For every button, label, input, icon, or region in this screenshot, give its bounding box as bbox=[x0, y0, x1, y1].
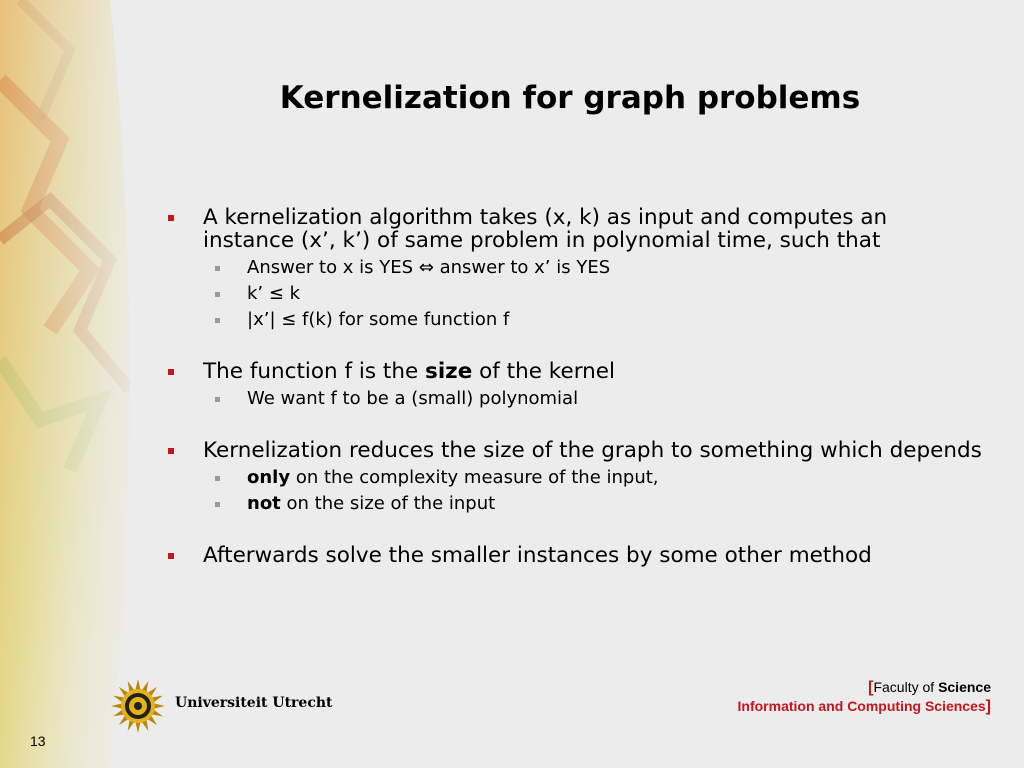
bullet-item bbox=[165, 544, 985, 567]
bullet-text: A kernelization algorithm takes (x, k) as input and computes an instance (x’, k’) of same problem in polynomial time, such that bbox=[203, 205, 888, 253]
sub-bullet-text-bold: only bbox=[247, 467, 291, 488]
department-line bbox=[738, 697, 991, 716]
square-bullet-icon bbox=[215, 266, 220, 271]
square-bullet-icon bbox=[168, 215, 174, 221]
bullet-text-bold: size bbox=[425, 359, 473, 384]
university-seal-icon bbox=[110, 678, 166, 734]
sub-bullet-item bbox=[165, 465, 985, 491]
bullet-text: Afterwards solve the smaller instances by some other method bbox=[203, 543, 872, 568]
sub-bullet-item bbox=[165, 255, 985, 281]
sub-bullet-text-post: on the complexity measure of the input, bbox=[290, 467, 659, 488]
sub-bullet-text: k’ ≤ k bbox=[247, 283, 301, 304]
bracket-open: [ bbox=[868, 679, 874, 696]
square-bullet-icon bbox=[168, 369, 174, 375]
bullet-text-pre: The function f is the bbox=[203, 359, 426, 384]
department-name: Information and Computing Sciences bbox=[737, 698, 986, 714]
sub-bullet-item bbox=[165, 491, 985, 517]
square-bullet-icon bbox=[215, 502, 220, 507]
faculty-line bbox=[738, 678, 991, 697]
bullet-item bbox=[165, 439, 985, 462]
faculty-name: Science bbox=[938, 679, 991, 695]
sub-bullet-text: |x’| ≤ f(k) for some function f bbox=[247, 309, 510, 330]
bullet-item bbox=[165, 206, 985, 252]
faculty-prefix: Faculty of bbox=[873, 679, 939, 695]
sub-bullet-item bbox=[165, 307, 985, 333]
square-bullet-icon bbox=[168, 553, 174, 559]
sub-bullet-item bbox=[165, 281, 985, 307]
bracket-close: ] bbox=[985, 698, 991, 715]
decorative-background bbox=[0, 0, 150, 768]
sub-bullet-text: Answer to x is YES ⇔ answer to x’ is YES bbox=[247, 257, 611, 278]
page-number: 13 bbox=[30, 733, 46, 749]
square-bullet-icon bbox=[168, 448, 174, 454]
sub-bullet-item bbox=[165, 386, 985, 412]
bullet-text-post: of the kernel bbox=[472, 359, 615, 384]
sub-bullet-text-post: on the size of the input bbox=[280, 493, 496, 514]
bullet-text: Kernelization reduces the size of the graph to something which depends bbox=[203, 438, 982, 463]
sub-bullet-text: We want f to be a (small) polynomial bbox=[247, 388, 579, 409]
square-bullet-icon bbox=[215, 318, 220, 323]
university-name: Universiteit Utrecht bbox=[175, 695, 333, 711]
square-bullet-icon bbox=[215, 397, 220, 402]
square-bullet-icon bbox=[215, 476, 220, 481]
bullet-list bbox=[165, 206, 985, 567]
slide-title: Kernelization for graph problems bbox=[279, 80, 861, 116]
bullet-item bbox=[165, 360, 985, 383]
sub-bullet-text-bold: not bbox=[247, 493, 281, 514]
faculty-label bbox=[738, 678, 991, 716]
square-bullet-icon bbox=[215, 292, 220, 297]
